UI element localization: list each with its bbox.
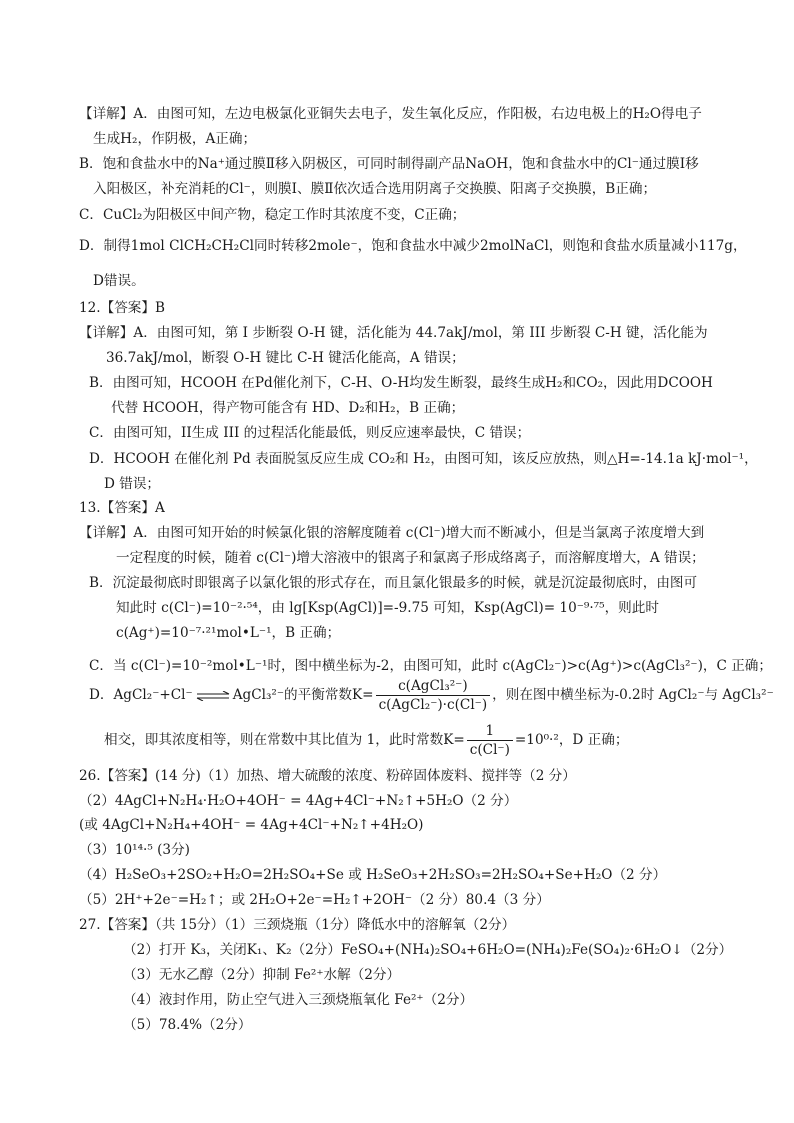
fraction-denominator: c(Cl⁻) <box>469 742 510 758</box>
q12-option-a-line1: 【详解】A．由图可知，第 I 步断裂 O-H 键，活化能为 44.7akJ/mol，第 III 步断裂 C-H 键，活化能为 <box>79 325 708 341</box>
equilibrium-left: D．AgCl₂⁻+Cl⁻ <box>89 687 193 703</box>
q11-option-c: C．CuCl₂为阳极区中间产物，稳定工作时其浓度不变，C正确； <box>79 207 466 223</box>
q27-answer-part1: 27.【答案】（共 15分）（1）三颈烧瓶（1分）降低水中的溶解氧（2分） <box>79 917 516 933</box>
q11-option-b-line1: B．饱和食盐水中的Na⁺通过膜Ⅱ移入阴极区，可同时制得副产品NaOH，饱和食盐水中的Cl⁻通过膜Ⅰ移 <box>79 156 699 172</box>
q11-option-a-line2: 生成H₂，作阴极，A正确； <box>93 131 257 147</box>
fraction-numerator: c(AgCl₃²⁻) <box>376 678 491 696</box>
q12-option-c: C．由图可知，II生成 III 的过程活化能最低，则反应速率最快，C 错误； <box>89 425 531 441</box>
fraction-numerator: 1 <box>467 723 513 741</box>
q27-answer-part5: （5）78.4%（2分） <box>123 1017 252 1033</box>
q27-answer-part3: （3）无水乙醇（2分）抑制 Fe²⁺水解（2分） <box>123 967 401 983</box>
q12-option-a-line2: 36.7akJ/mol，断裂 O-H 键比 C-H 键活化能高，A 错误； <box>106 350 465 366</box>
q26-answer-part1: 26.【答案】(14 分)（1）加热、增大硫酸的浓度、粉碎固体废料、搅拌等（2 分） <box>79 768 576 784</box>
q13-option-b-line2: 知此时 c(Cl⁻)=10⁻²·⁵⁴，由 lg[Ksp(AgCl)]=-9.75 可知，Ksp(AgCl)= 10⁻⁹·⁷⁵，则此时 <box>116 600 659 616</box>
equilibrium-intersection-text: ，则在图中横坐标为-0.2时 AgCl₂⁻与 AgCl₃²⁻ <box>492 687 774 703</box>
q12-option-d-line1: D．HCOOH 在催化剂 Pd 表面脱氢反应生成 CO₂和 H₂，由图可知，该反应放热，则△H=-14.1a kJ·mol⁻¹， <box>89 451 758 467</box>
q26-answer-part5: （5）2H⁺+2e⁻=H₂↑；或 2H₂O+2e⁻=H₂↑+2OH⁻（2 分）80.4（3 分） <box>79 892 550 908</box>
q26-answer-part2: （2）4AgCl+N₂H₄·H₂O+4OH⁻ = 4Ag+4Cl⁻+N₂↑+5H₂O（2 分） <box>79 793 518 809</box>
q13-answer: 13.【答案】A <box>79 500 165 516</box>
q27-answer-part2: （2）打开 K₃，关闭K₁、K₂（2分）FeSO₄+(NH₄)₂SO₄+6H₂O=(NH₄)₂Fe(SO₄)₂·6H₂O↓（2分） <box>123 942 733 958</box>
fraction-denominator: c(AgCl₂⁻)·c(Cl⁻) <box>378 697 488 713</box>
q26-answer-part3: （3）10¹⁴·⁵ (3分) <box>79 842 190 858</box>
q12-option-d-line2: D 错误； <box>104 476 161 492</box>
q26-answer-part2-alt: (或 4AgCl+N₂H₄+4OH⁻ = 4Ag+4Cl⁻+N₂↑+4H₂O) <box>79 817 424 833</box>
q13-option-c: C．当 c(Cl⁻)=10⁻²mol•L⁻¹时，图中横坐标为-2，由图可知，此时 c(AgCl₂⁻)>c(Ag⁺)>c(AgCl₃²⁻)，C 正确； <box>89 658 772 674</box>
equilibrium-constant-fraction <box>376 678 491 713</box>
q13-option-a-line1: 【详解】A．由图可知开始的时候氯化银的溶解度随着 c(Cl⁻)增大而不断减小，但是当氯离子浓度增大到 <box>79 525 705 541</box>
constant-fraction <box>467 723 513 758</box>
q11-option-a-line1: 【详解】A．由图可知，左边电极氯化亚铜失去电子，发生氧化反应，作阳极，右边电极上的H₂O得电子 <box>79 106 702 122</box>
q11-option-b-line2: 入阳极区，补充消耗的Cl⁻，则膜Ⅰ、膜Ⅱ依次适合选用阴离子交换膜、阳离子交换膜，B正确； <box>93 181 657 197</box>
q11-option-d-line2: D错误。 <box>93 273 145 289</box>
q13-option-b-line3: c(Ag⁺)=10⁻⁷·²¹mol•L⁻¹，B 正确； <box>116 625 341 641</box>
q12-answer: 12.【答案】B <box>79 300 165 316</box>
equilibrium-constant-label: AgCl₃²⁻的平衡常数K= <box>232 687 374 703</box>
constant-result: =10⁰·²，D 正确； <box>514 732 629 748</box>
equilibrium-arrow-icon <box>196 691 230 701</box>
q13-option-b-line1: B．沉淀最彻底时即银离子以氯化银的形式存在，而且氯化银最多的时候，就是沉淀最彻底时，由图可 <box>89 575 698 591</box>
q13-option-d-line2 <box>104 722 628 758</box>
q27-answer-part4: （4）液封作用，防止空气进入三颈烧瓶氧化 Fe²⁺（2分） <box>123 992 474 1008</box>
q12-option-b-line1: B．由图可知，HCOOH 在Pd催化剂下，C-H、O-H均发生断裂，最终生成H₂和CO₂，因此用DCOOH <box>89 375 713 391</box>
q12-option-b-line2: 代替 HCOOH，得产物可能含有 HD、D₂和H₂，B 正确； <box>111 400 465 416</box>
q26-answer-part4: （4）H₂SeO₃+2SO₂+H₂O=2H₂SO₄+Se 或 H₂SeO₃+2H₂SO₃=2H₂SO₄+Se+H₂O（2 分） <box>79 867 667 883</box>
q11-option-d-line1: D．制得1mol ClCH₂CH₂Cl同时转移2mole⁻，饱和食盐水中减少2molNaCl，则饱和食盐水质量减小117g， <box>79 238 747 254</box>
q13-option-d-line1 <box>89 677 774 713</box>
constant-text: 相交，即其浓度相等，则在常数中其比值为 1，此时常数K= <box>104 732 465 748</box>
q13-option-a-line2: 一定程度的时候，随着 c(Cl⁻)增大溶液中的银离子和氯离子形成络离子，而溶解度增大，A 错误； <box>116 550 705 566</box>
